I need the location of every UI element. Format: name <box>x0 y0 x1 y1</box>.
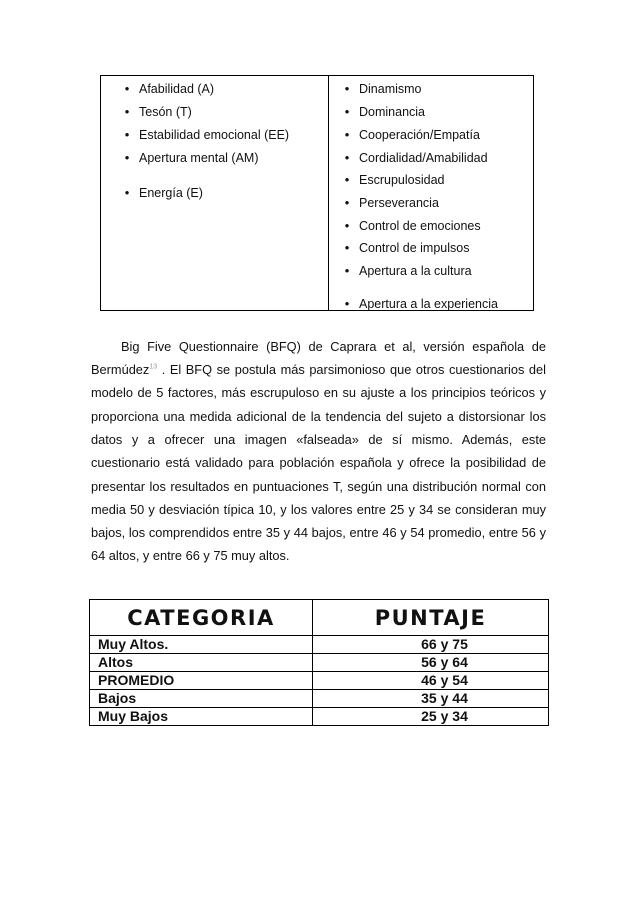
category-cell: PROMEDIO <box>90 672 313 690</box>
factor-label: Afabilidad (A) <box>139 82 215 96</box>
score-table <box>89 599 549 726</box>
bullet-icon: • <box>344 263 350 278</box>
factor-column-facets <box>329 76 533 310</box>
factor-label: Energía (E) <box>139 186 203 200</box>
factor-column-main <box>101 76 329 310</box>
bullet-icon: • <box>124 127 130 142</box>
factor-label: Apertura mental (AM) <box>139 151 259 165</box>
facet-label: Apertura a la cultura <box>359 264 472 278</box>
facet-label: Cooperación/Empatía <box>359 128 480 142</box>
score-cell: 66 y 75 <box>313 636 549 654</box>
bullet-icon: • <box>124 150 130 165</box>
bullet-icon: • <box>124 104 130 119</box>
bullet-icon: • <box>124 185 130 200</box>
facet-label: Cordialidad/Amabilidad <box>359 151 488 165</box>
bullet-icon: • <box>344 127 350 142</box>
table-row <box>90 636 549 654</box>
score-cell: 25 y 34 <box>313 708 549 726</box>
bullet-icon: • <box>344 240 350 255</box>
score-cell: 46 y 54 <box>313 672 549 690</box>
body-paragraph <box>91 335 546 568</box>
factor-table <box>100 75 534 311</box>
category-cell: Altos <box>90 654 313 672</box>
facet-label: Control de impulsos <box>359 241 470 255</box>
table-row <box>90 708 549 726</box>
header-categoria: CATEGORIA <box>90 600 313 636</box>
table-row <box>90 672 549 690</box>
bullet-icon: • <box>344 81 350 96</box>
header-puntaje: PUNTAJE <box>313 600 549 636</box>
score-cell: 35 y 44 <box>313 690 549 708</box>
bullet-icon: • <box>124 81 130 96</box>
table-row <box>90 690 549 708</box>
table-row <box>90 654 549 672</box>
facet-label: Control de emociones <box>359 219 481 233</box>
facet-label: Apertura a la experiencia <box>359 297 498 311</box>
category-cell: Muy Altos. <box>90 636 313 654</box>
paragraph-text-start: Big Five Questionnaire (BFQ) de Caprara et al, versión española de Bermúdez <box>91 338 546 378</box>
score-cell: 56 y 64 <box>313 654 549 672</box>
bullet-icon: • <box>344 172 350 187</box>
bullet-icon: • <box>344 150 350 165</box>
factor-label: Tesón (T) <box>139 105 192 119</box>
bullet-icon: • <box>344 104 350 119</box>
bullet-icon: • <box>344 195 350 210</box>
reference-superscript[interactable]: 13 <box>149 363 158 371</box>
score-table-header <box>90 600 549 636</box>
bullet-icon: • <box>344 296 350 311</box>
facet-label: Perseverancia <box>359 196 439 210</box>
category-cell: Muy Bajos <box>90 708 313 726</box>
factor-label: Estabilidad emocional (EE) <box>139 128 290 142</box>
facet-label: Dominancia <box>359 105 426 119</box>
facet-label: Escrupulosidad <box>359 173 445 187</box>
paragraph-text-rest: . El BFQ se postula más parsimonioso que otros cuestionarios del modelo de 5 factores, más escrupuloso en su ajuste a los principios teóricos y proporciona una medida adicional de la tendencia del sujeto a distorsionar los datos y a ofrecer una imagen «falseada» de sí mismo. Además, este cuestionario está validado para población española y ofrece la posibilidad de presentar los resultados en puntuaciones T, según una distribución normal con media 50 y desviación típica 10, y los valores entre 25 y 34 se consideran muy bajos, los comprendidos entre 35 y 44 bajos, entre 46 y 54 promedio, entre 56 y 64 altos, y entre 66 y 75 muy altos. <box>91 362 546 564</box>
category-cell: Bajos <box>90 690 313 708</box>
facet-label: Dinamismo <box>359 82 422 96</box>
bullet-icon: • <box>344 218 350 233</box>
